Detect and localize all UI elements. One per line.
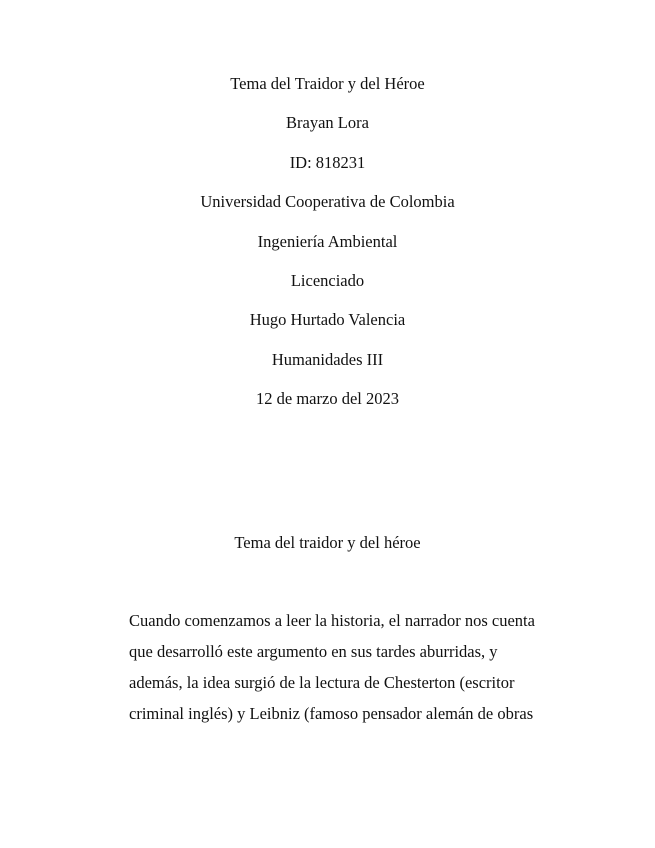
essay-body xyxy=(129,611,569,735)
body-line: además, la idea surgió de la lectura de Chesterton (escritor xyxy=(129,673,515,692)
paper-title: Tema del Traidor y del Héroe xyxy=(230,74,425,93)
essay-heading: Tema del traidor y del héroe xyxy=(234,533,421,552)
program-name: Ingeniería Ambiental xyxy=(257,231,398,251)
instructor-name: Hugo Hurtado Valencia xyxy=(249,310,406,330)
course-name: Humanidades III xyxy=(271,349,384,369)
body-line: que desarrolló este argumento en sus tardes aburridas, y xyxy=(129,642,498,661)
student-id: ID: 818231 xyxy=(289,152,366,172)
title-page-block xyxy=(0,74,655,429)
university-name: Universidad Cooperativa de Colombia xyxy=(200,192,455,212)
instructor-title: Licenciado xyxy=(290,270,365,290)
submission-date: 12 de marzo del 2023 xyxy=(256,389,399,409)
body-line: criminal inglés) y Leibniz (famoso pensador alemán de obras xyxy=(129,704,534,723)
author-name: Brayan Lora xyxy=(286,113,369,133)
body-line: Cuando comenzamos a leer la historia, el narrador nos cuenta xyxy=(129,611,535,630)
